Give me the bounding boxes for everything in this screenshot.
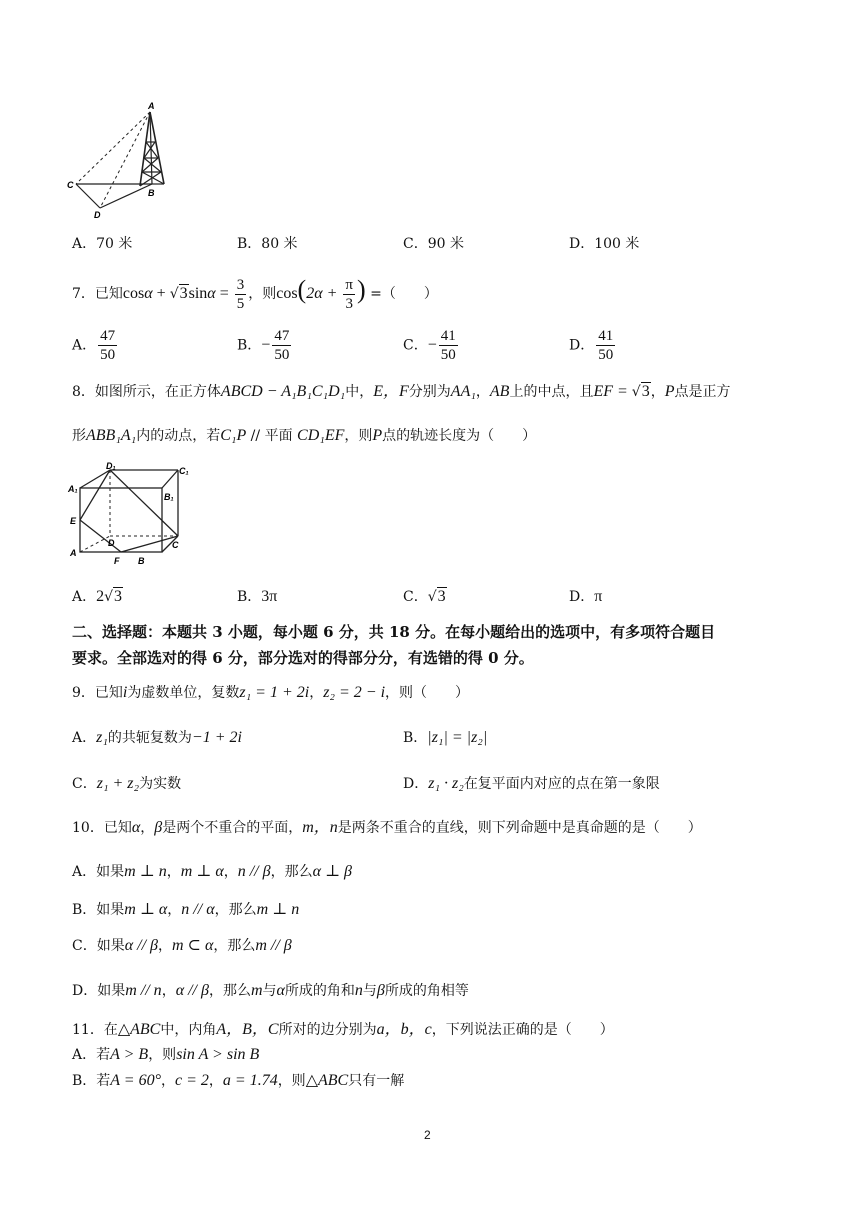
q10-option-d[interactable]: D．如果m // n，α // β，那么m与α所成的角和n与β所成的角相等 <box>72 982 469 999</box>
fig-label: B <box>148 188 155 198</box>
fig-label: D₁ <box>106 462 116 471</box>
q8-stem-line1: 8．如图所示，在正方体ABCD − A₁B₁C₁D₁中，E，F分别为AA₁，AB上的中点，且EF = √3，P点是正方 <box>72 383 731 400</box>
fig-label: B <box>138 556 145 566</box>
fig-label: A₁ <box>68 484 78 494</box>
q7-stem: 7．已知cosα + √3sinα = $\frac{3}{5}$ ，则cos(2α + $\frac{\pi}{3}$ ) =（ ） <box>72 275 438 312</box>
q9-option-b[interactable]: B．|z₁| = |z₂| <box>403 729 488 746</box>
q8-option-d[interactable]: D．π <box>569 588 603 605</box>
q7-option-c[interactable]: C．− $\frac{41}{50}$ <box>403 328 456 363</box>
fig-label: A <box>148 101 155 111</box>
fig-label: C₁ <box>179 466 189 476</box>
fig-label: D <box>94 210 101 220</box>
q7-option-a[interactable]: A． $\frac{47}{50}$ <box>72 328 116 363</box>
q8-stem-line2: 形ABB₁A₁内的动点，若C₁P // 平面 CD₁EF，则P点的轨迹长度为（ ） <box>72 427 537 444</box>
q10-option-b[interactable]: B．如果m ⊥ α，n // α，那么m ⊥ n <box>72 901 300 918</box>
q8-option-a[interactable]: A．2√3 <box>72 588 123 605</box>
q10-option-c[interactable]: C．如果α // β，m ⊂ α，那么m // β <box>72 937 292 954</box>
cube-figure <box>66 462 192 570</box>
fig-label: D <box>108 538 115 548</box>
fig-label: B₁ <box>164 492 174 502</box>
q6-option-b[interactable]: B．80 米 <box>237 236 298 252</box>
q9-option-c[interactable]: C．z₁ + z₂为实数 <box>72 775 182 792</box>
page-number: 2 <box>424 1128 431 1142</box>
fig-label: E <box>70 516 77 526</box>
q6-option-d[interactable]: D．100 米 <box>569 236 640 252</box>
q9-option-a[interactable]: A．z₁的共轭复数为−1 + 2i <box>72 729 242 746</box>
q8-option-b[interactable]: B．3π <box>237 588 278 605</box>
tower-figure <box>66 100 176 222</box>
q7-option-b[interactable]: B．− $\frac{47}{50}$ <box>237 328 290 363</box>
q7-option-d[interactable]: D． $\frac{41}{50}$ <box>569 328 614 363</box>
q9-option-d[interactable]: D．z₁ · z₂在复平面内对应的点在第一象限 <box>403 775 660 792</box>
q10-option-a[interactable]: A．如果m ⊥ n，m ⊥ α，n // β，那么α ⊥ β <box>72 863 353 880</box>
q6-option-a[interactable]: A．70 米 <box>72 236 133 252</box>
fig-label: C <box>67 180 74 190</box>
fig-label: C <box>172 540 179 550</box>
q11-option-b[interactable]: B．若A = 60°，c = 2，a = 1.74，则△ABC只有一解 <box>72 1072 405 1089</box>
q6-option-c[interactable]: C．90 米 <box>403 236 464 252</box>
q10-stem: 10．已知α，β是两个不重合的平面，m，n是两条不重合的直线，则下列命题中是真命题的是（ ） <box>72 819 702 836</box>
fig-label: A <box>70 548 77 558</box>
q11-stem: 11．在△ABC中，内角A，B，C所对的边分别为a，b，c，下列说法正确的是（ ） <box>72 1021 614 1038</box>
fig-label: F <box>114 556 120 566</box>
section-heading-line1: 二、选择题：本题共 3 小题，每小题 6 分，共 18 分。在每小题给出的选项中，有多项符合题目 <box>72 623 716 641</box>
q9-stem: 9．已知i为虚数单位，复数z₁ = 1 + 2i，z₂ = 2 − i，则（ ） <box>72 684 470 701</box>
q8-option-c[interactable]: C．√3 <box>403 588 446 605</box>
section-heading-line2: 要求。全部选对的得 6 分，部分选对的得部分分，有选错的得 0 分。 <box>72 649 534 667</box>
q11-option-a[interactable]: A．若A > B，则sin A > sin B <box>72 1046 260 1063</box>
